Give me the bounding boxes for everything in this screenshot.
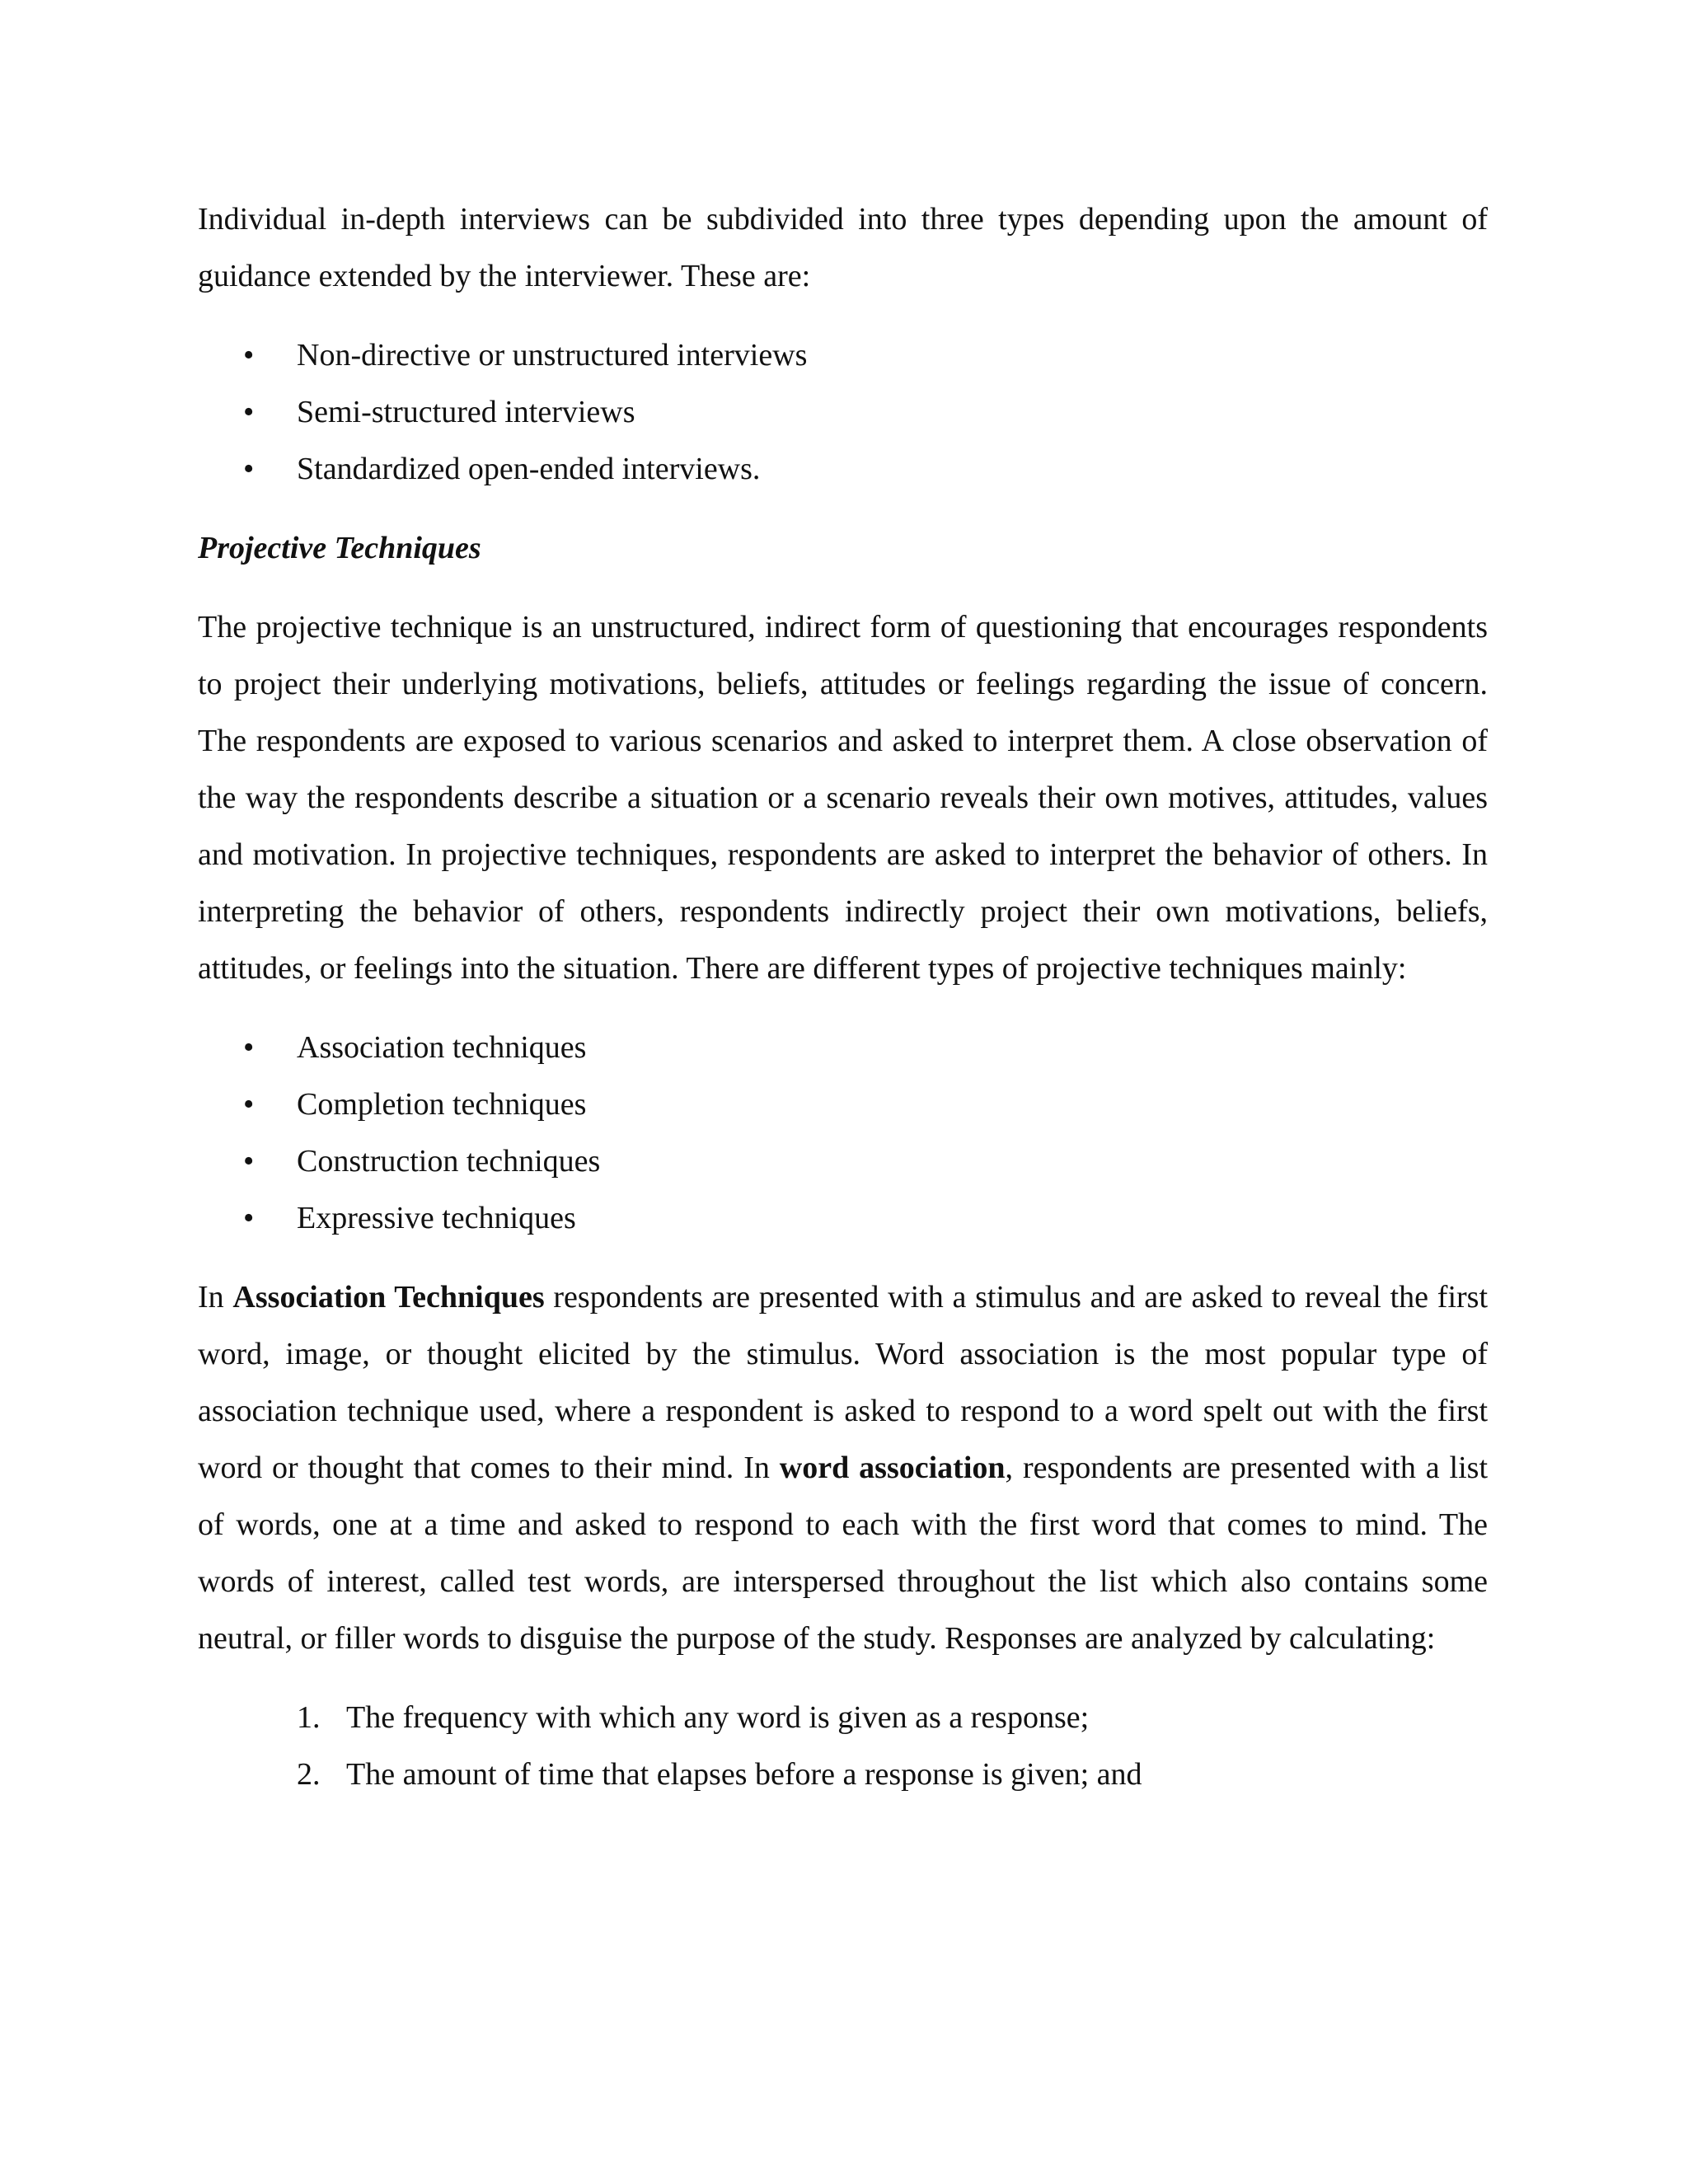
list-item	[198, 1133, 1488, 1190]
projective-paragraph: The projective technique is an unstructured, indirect form of questioning that encourages respondents to project their underlying motivations, beliefs, attitudes or feelings regarding the issue of concern. The respondents are exposed to various scenarios and asked to interpret them. A close observation of the way the respondents describe a situation or a scenario reveals their own motives, attitudes, values and motivation. In projective techniques, respondents are asked to interpret the behavior of others. In interpreting the behavior of others, respondents indirectly project their own motivations, beliefs, attitudes, or feelings into the situation. There are different types of projective techniques mainly:	[198, 610, 1488, 986]
list-item-text: The amount of time that elapses before a response is given; and	[346, 1757, 1142, 1792]
document-page	[198, 191, 1488, 1803]
list-item-text: Expressive techniques	[297, 1201, 576, 1235]
list-item-text: Construction techniques	[297, 1144, 601, 1179]
list-item-text: Completion techniques	[297, 1087, 587, 1122]
bullet-icon: •	[243, 395, 255, 429]
list-item-text: Standardized open-ended interviews.	[297, 452, 761, 486]
list-item	[198, 1019, 1488, 1076]
list-item	[198, 441, 1488, 498]
bullet-icon: •	[243, 452, 255, 486]
list-item	[198, 1076, 1488, 1133]
association-techniques-term: Association Techniques	[232, 1280, 545, 1315]
analysis-list	[198, 1690, 1488, 1803]
association-paragraph	[198, 1269, 1488, 1667]
list-number: 2.	[297, 1757, 321, 1792]
association-text-part-1: respondents are presented with a stimulus and are asked to reveal the first word, image, or thought elicited by the stimulus. Word association is the most popular type of association technique used, where a respondent is asked to respond to a word spelt out with the first word or thought that comes to their mind. In	[198, 1280, 1488, 1485]
bullet-icon: •	[243, 338, 255, 373]
list-item	[198, 1746, 1488, 1803]
technique-types-list	[198, 1019, 1488, 1247]
bullet-icon: •	[243, 1144, 255, 1179]
bullet-icon: •	[243, 1201, 255, 1235]
list-number: 1.	[297, 1700, 321, 1735]
list-item	[198, 1690, 1488, 1746]
list-item	[198, 327, 1488, 384]
list-item	[198, 384, 1488, 441]
list-item-text: Non-directive or unstructured interviews	[297, 338, 808, 373]
list-item-text: The frequency with which any word is given as a response;	[346, 1700, 1090, 1735]
association-lead: In	[198, 1280, 233, 1315]
interview-types-list	[198, 327, 1488, 498]
section-heading: Projective Techniques	[198, 531, 481, 565]
list-item-text: Semi-structured interviews	[297, 395, 635, 429]
list-item-text: Association techniques	[297, 1030, 587, 1065]
association-text-part-2: , respondents are presented with a list of words, one at a time and asked to respond to each with the first word that comes to mind. The words of interest, called test words, are interspersed throughout the list which also contains some neutral, or filler words to disguise the purpose of the study. Responses are analyzed by calculating:	[198, 1451, 1489, 1656]
intro-paragraph: Individual in-depth interviews can be subdivided into three types depending upon the amount of guidance extended by the interviewer. These are:	[198, 202, 1488, 293]
list-item	[198, 1190, 1488, 1247]
word-association-term: word association	[779, 1451, 1006, 1485]
bullet-icon: •	[243, 1087, 255, 1122]
bullet-icon: •	[243, 1030, 255, 1065]
